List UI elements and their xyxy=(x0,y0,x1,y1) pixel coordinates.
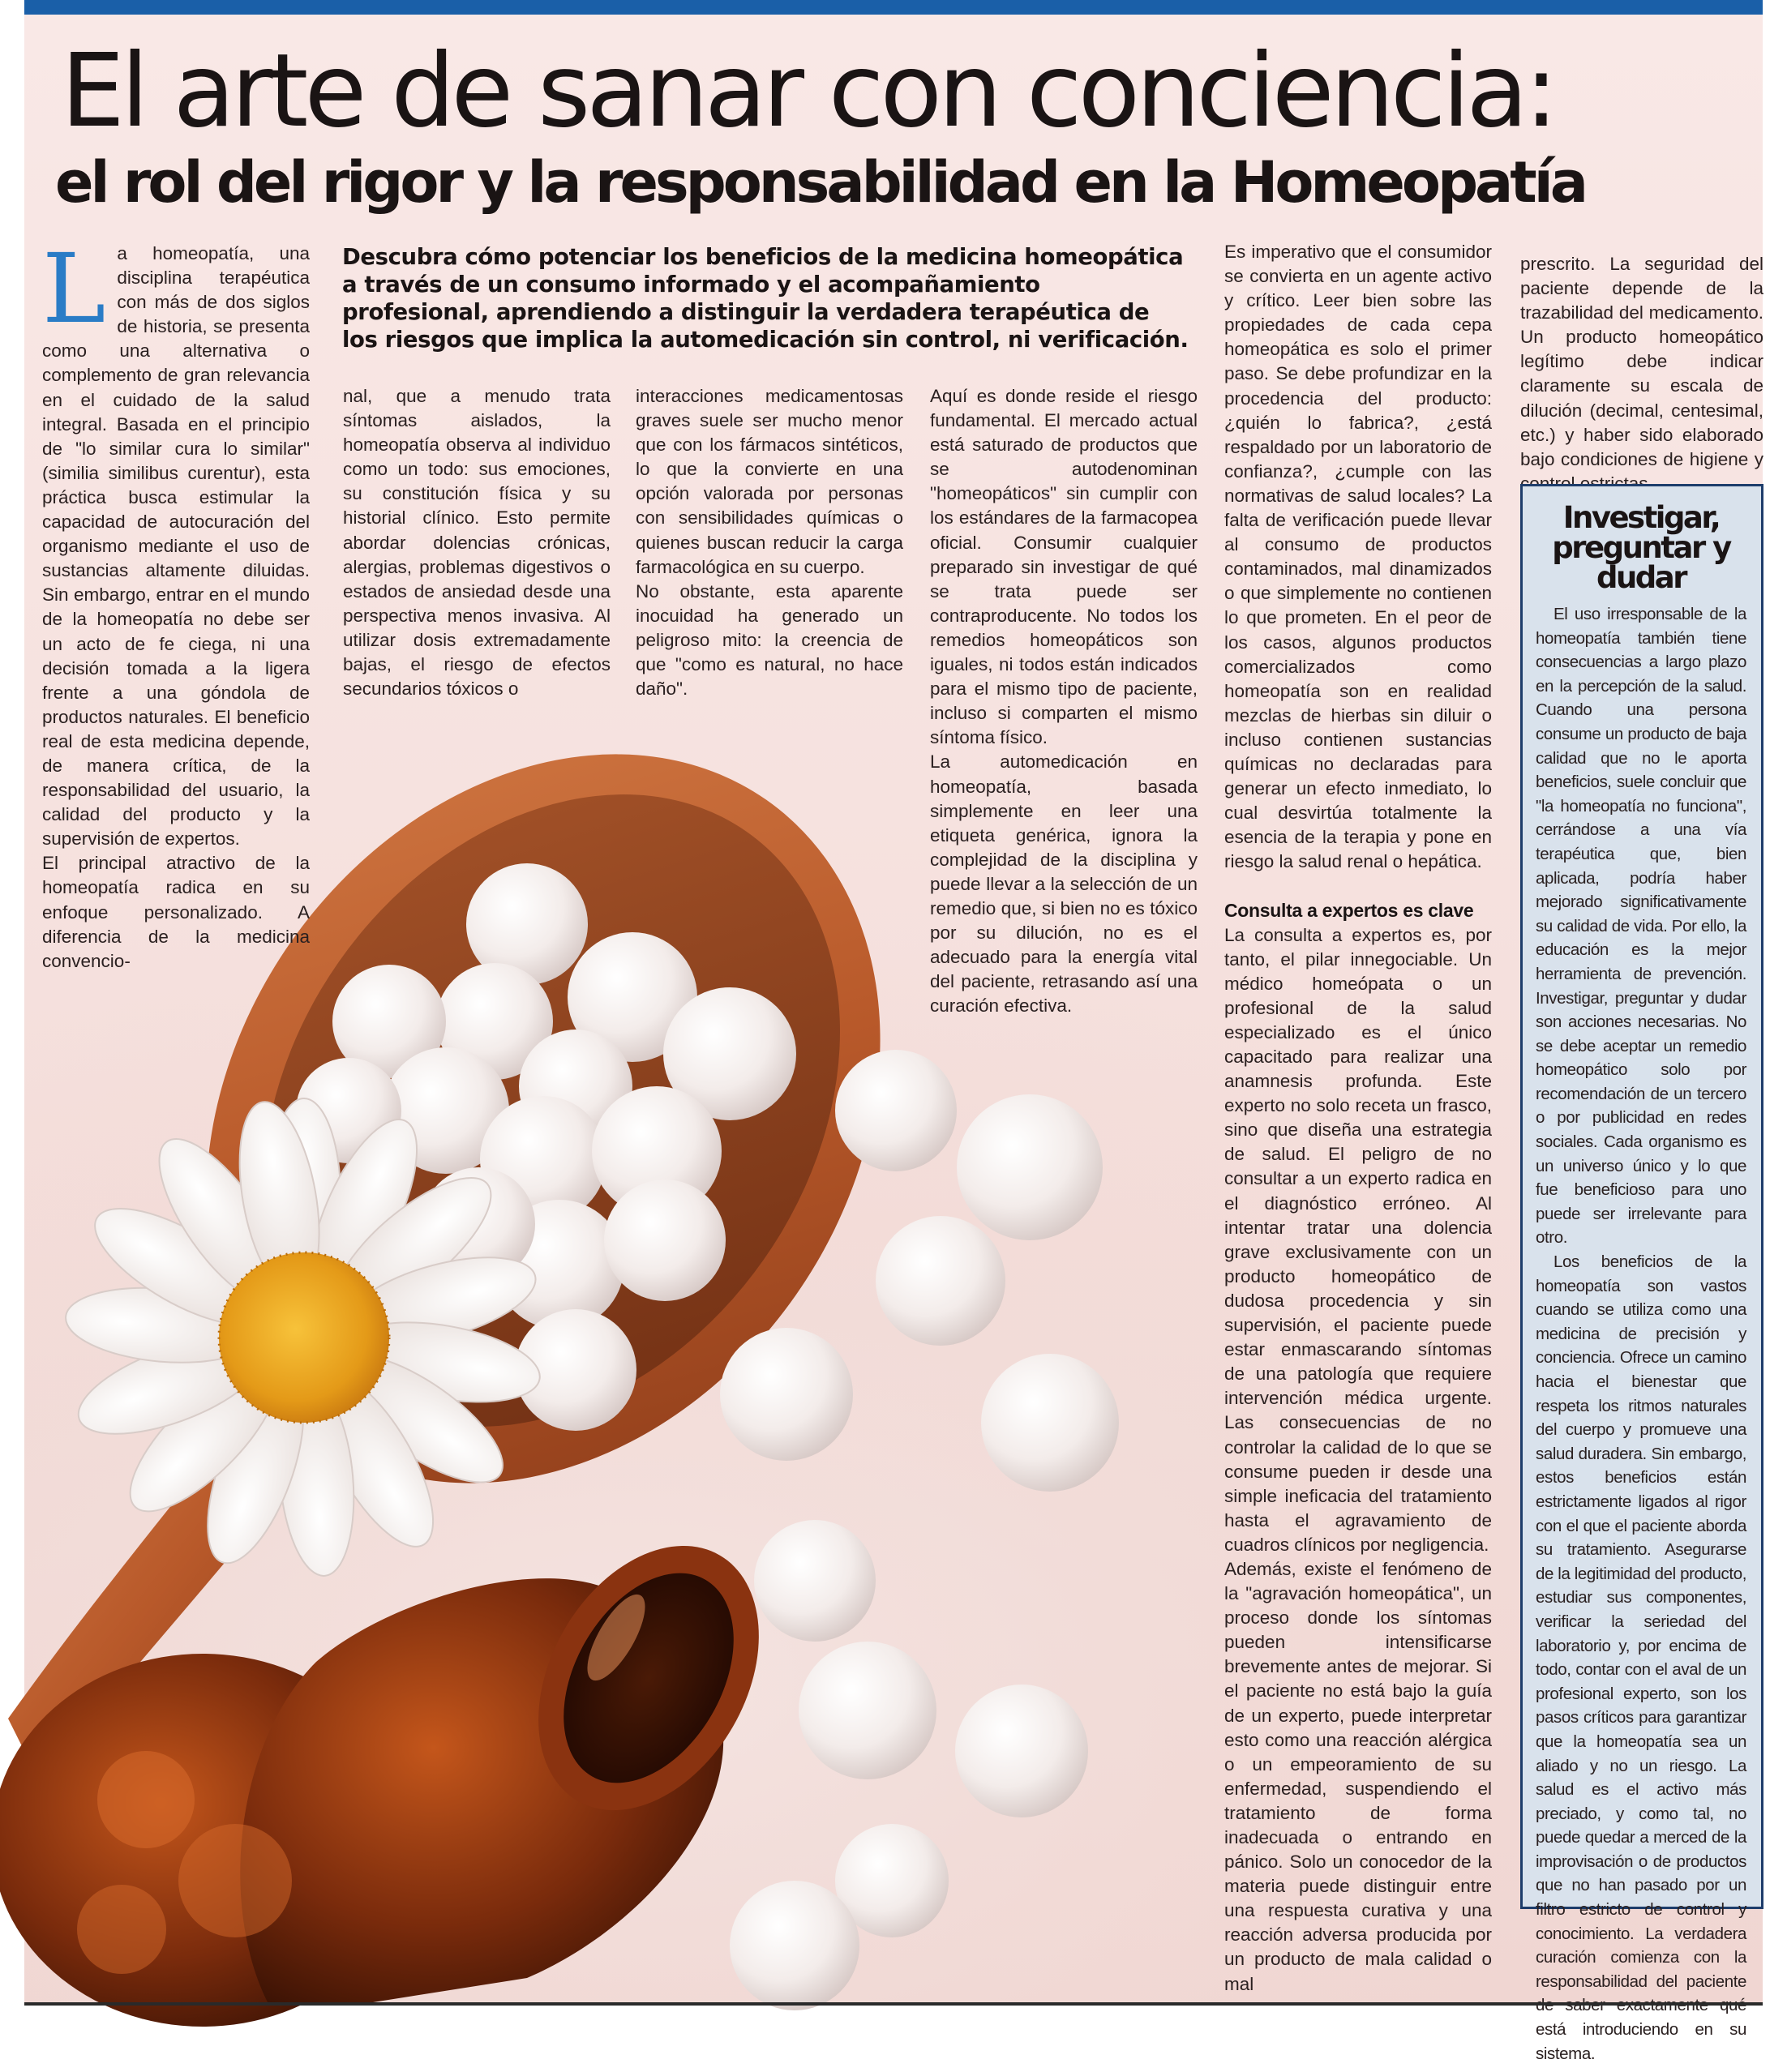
article-column-6 xyxy=(1520,252,1763,496)
sidebar-title: Investigar, preguntar y dudar xyxy=(1552,500,1730,595)
body-paragraph: a homeopatía, una disciplina terapéutica con más de dos siglos de historia, se presenta como una alternativa o complemento de gran relevancia en el cuidado de la salud integral. Basada en el principio de "lo similar cura lo similar" (similia similibus curentur), esta práctica busca estimular la capacidad de autocuración del organismo mediante el uso de sustancias altamente diluidas. Sin embargo, entrar en el mundo de la homeopatía no debe ser un acto de fe ciega, ni una decisión tomada a la ligera frente a una góndola de productos naturales. El beneficio real de esta medicina depende, de manera crítica, de la responsabilidad del usuario, la calidad del producto y la supervisión de expertos. xyxy=(42,243,310,850)
drop-cap: L xyxy=(42,233,106,345)
bottom-rule xyxy=(24,2002,1763,2006)
body-paragraph: Además, existe el fenómeno de la "agravación homeopática", un proceso donde los síntomas pueden intensificarse brevemente antes de mejorar. Si el paciente no está bajo la guía de un experto, puede interpretar esto como una reacción alérgica o un empeoramiento de su enfermedad, suspendiendo el tratamiento de forma inadecuada o entrando en pánico. Solo un conocedor de la materia puede distinguir entre una respuesta curativa y una reacción adversa producida por un producto de mala calidad o mal xyxy=(1224,1558,1492,1994)
article-column-1 xyxy=(42,233,310,974)
section-subhead: Consulta a expertos es clave xyxy=(1224,900,1474,922)
article-column-3 xyxy=(636,384,903,701)
body-paragraph: prescrito. La seguridad del paciente depende de la trazabilidad del medicamento. Un producto homeopático legítimo debe indicar claramente su escala de dilución (decimal, centesimal, etc.) y haber sido elaborado bajo condiciones de higiene y xyxy=(1520,254,1763,469)
article-column-4 xyxy=(930,384,1198,1018)
subheadline: el rol del rigor y la responsabilidad en la Homeopatía xyxy=(55,149,1585,216)
body-paragraph: interacciones medicamentosas graves suele ser mucho menor que con los fármacos sintéticos, lo que la convierte en una opción valorada por personas con sensibilidades químicas o quienes buscan reducir la carga farmacológica en su cuerpo. xyxy=(636,386,903,577)
body-paragraph: La consulta a expertos es, por tanto, el pilar innegociable. Un médico homeópata o un profesional de la salud especializado es el único capacitado para realizar una anamnesis profunda. Este experto no solo receta un frasco, sino que diseña una estrategia de salud. El peligro de no consultar a un experto radica en el diagnóstico erróneo. Al intentar tratar una dolencia grave exclusivamente con un producto homeopático de dudosa procedencia y sin supervisión, el paciente puede estar enmascarando síntomas de una patología que requiere intervención médica urgente. Las consecuencias de no controlar la calidad de lo que se consume pueden ir desde una simple ineficacia del tratamiento hasta el agravamiento de cuadros clínicos por negligencia. xyxy=(1224,924,1492,1555)
body-paragraph: El principal atractivo de la homeopatía radica en su enfoque personalizado. A diferencia de la medicina convencio- xyxy=(42,853,310,971)
sidebar-paragraph: El uso irresponsable de la homeopatía también tiene consecuencias a largo plazo en la percepción de la salud. Cuando una persona consume un producto de baja calidad que no le aporta beneficios, suele concluir que "la homeopatía no funciona", cerrándose a una vía terapéutica que, bien aplicada, podría haber mejorado significativamente su calidad de vida. Por ello, la educación es la mejor herramienta de prevención. Investigar, preguntar y dudar son acciones necesarias. No se debe aceptar un remedio homeopático solo por recomendación de un tercero o por publicidad en redes sociales. Cada organismo es un universo único y lo que fue beneficioso para uno puede ser irrelevante para otro. xyxy=(1536,605,1746,1248)
body-paragraph: Aquí es donde reside el riesgo fundamental. El mercado actual está saturado de productos que se autodenominan "homeopáticos" sin cumplir con los estándares de la farmacopea oficial. Consumir cualquier preparado sin investigar de qué se trata puede ser contraproducente. No todos los remedios homeopáticos son iguales, ni todos están indicados para el mismo tipo de paciente, incluso si comparten el mismo síntoma físico. xyxy=(930,386,1198,748)
sidebar-text xyxy=(1536,602,1746,2066)
newspaper-page xyxy=(24,0,1763,2063)
body-paragraph: No obstante, esta aparente inocuidad ha generado un peligroso mito: la creencia de que "como es natural, no hace daño". xyxy=(636,580,903,700)
article-column-2 xyxy=(343,384,611,701)
body-paragraph: nal, que a menudo trata síntomas aislados, la homeopatía observa al individuo como un todo: sus emociones, su constitución física y su historial clínico. Esto permite abordar dolencias crónicas, alergias, problemas digestivos o estados de ansiedad desde una perspectiva menos invasiva. Al utilizar dosis extremadamente bajas, el riesgo de efectos secundarios tóxicos o xyxy=(343,386,611,700)
article-column-5 xyxy=(1224,240,1492,1997)
sidebar-paragraph: Los beneficios de la homeopatía son vastos cuando se utiliza como una medicina de precisión y conciencia. Ofrece un camino hacia el bienestar que respeta los ritmos naturales del cuerpo y promueve una salud duradera. Sin embargo, estos beneficios están estrictamente ligados al rigor con el que el paciente aborda su tratamiento. Asegurarse de la legitimidad del producto, estudiar sus componentes, verificar la seriedad del laboratorio y, por encima de todo, contar con el aval de un profesional experto, son los pasos críticos para garantizar que la homeopatía sea un aliado y no un riesgo. La salud es el activo más preciado, y como tal, no puede quedar a merced de la improvisación o de productos que no han pasado por un filtro estricto de control y conocimiento. La verdadera curación comienza con la responsabilidad del paciente está introduciendo en su sistema. xyxy=(1536,1252,1746,2063)
sidebar-box xyxy=(1520,484,1763,2063)
body-paragraph: La automedicación en homeopatía, basada simplemente en leer una etiqueta genérica, ignora la complejidad de la disciplina y puede llevar a la selección de un remedio que, si bien no es tóxico por su dilución, no es el adecuado para la energía vital del paciente, retrasando así una curación efectiva. xyxy=(930,751,1198,1017)
body-paragraph: Es imperativo que el consumidor se convierta en un agente activo y crítico. Leer bien sobre las propiedades de cada cepa homeopática es solo el primer paso. Se debe profundizar en la procedencia del producto: ¿quién lo fabrica?, ¿está respaldado por un laboratorio de confianza?, ¿cumple con las normativas de salud locales? La falta de verificación puede llevar al consumo de productos contaminados, mal dinamizados o que simplemente no contienen lo que prometen. En el peor de los casos, algunos productos comercializados como homeopatía son en realidad mezclas de hierbas sin diluir o incluso contienen sustancias químicas no declaradas para generar un efecto inmediato, lo cual desvirtúa totalmente la esencia de la terapia y pone en riesgo la salud renal o hepática. xyxy=(1224,242,1492,872)
headline: El arte de sanar con conciencia: xyxy=(61,32,1555,150)
deck-paragraph: Descubra cómo potenciar los beneficios de la medicina homeopática a través de un consumo informado y el acompañamiento profesional, aprendiendo a distinguir la verdadera terapéutica de los riesgos que implica la automedicación sin control, ni verificación. xyxy=(342,244,1189,353)
